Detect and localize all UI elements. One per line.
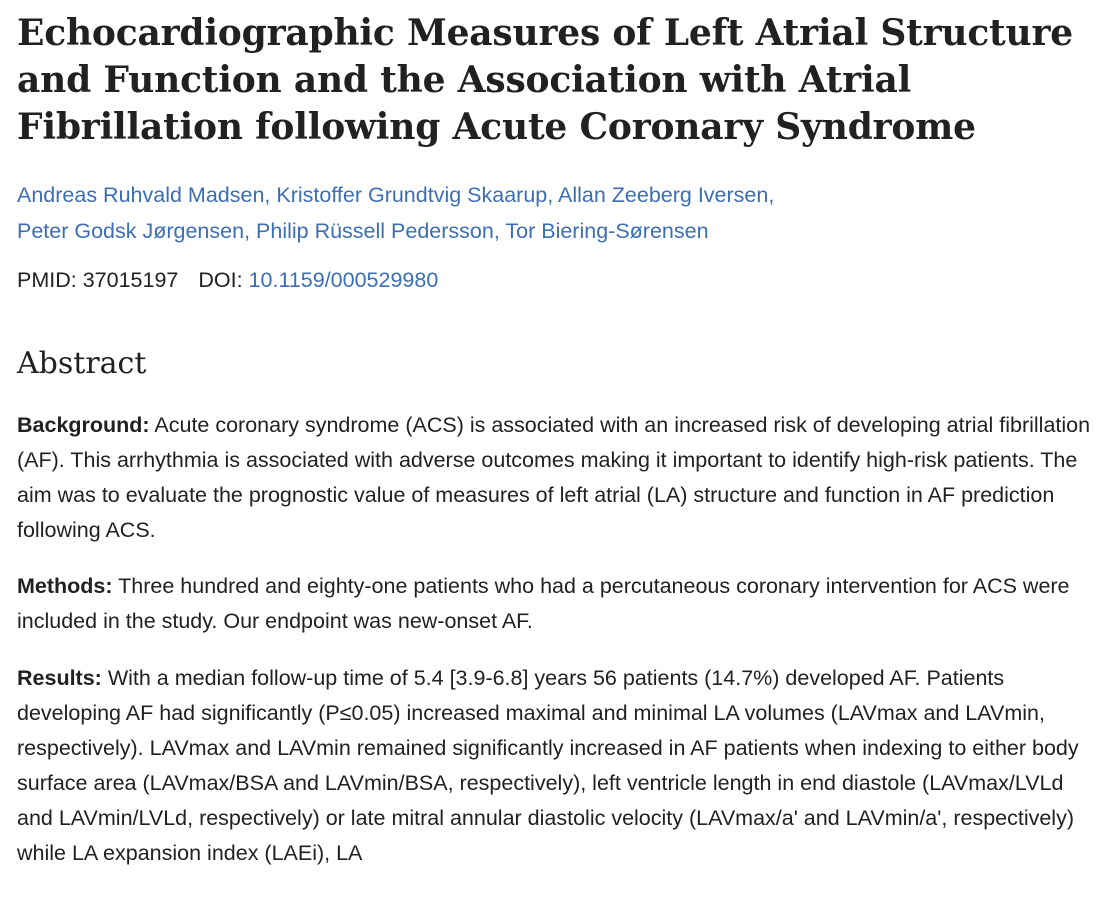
- background-label: Background:: [17, 412, 150, 437]
- author-line-2: Peter Godsk Jørgensen, Philip Rüssell Pedersson, Tor Biering-Sørensen: [17, 219, 709, 243]
- article-title: Echocardiographic Measures of Left Atrial Structure and Function and the Association with Atrial Fibrillation following Acute Coronary Syndrome: [17, 12, 1073, 148]
- background-text: Acute coronary syndrome (ACS) is associated with an increased risk of developing atrial fibrillation (AF). This arrhythmia is associated with adverse outcomes making it important to identify high-risk patients. The aim was to evaluate the prognostic value of measures of left atrial (LA) structure and function in AF prediction following ACS.: [17, 412, 1091, 542]
- methods-text: Three hundred and eighty-one patients who had a percutaneous coronary intervention for ACS were included in the study. Our endpoint was new-onset AF.: [17, 574, 1070, 634]
- results-label: Results:: [17, 665, 102, 690]
- doi-link[interactable]: 10.1159/000529980: [248, 268, 439, 292]
- article-page: [17, 0, 1097, 892]
- abstract-background: [17, 408, 1097, 548]
- results-text: With a median follow-up time of 5.4 [3.9-6.8] years 56 patients (14.7%) developed AF. Patients developing AF had significantly (P≤0.05) increased maximal and minimal LA volumes (LAVmax and LAVmin, respectively). LAVmax and LAVmin remained significantly increased in AF patients when indexing to either body surface area (LAVmax/BSA and LAVmin/BSA, respectively), left ventricle length in end diastole (LAVmax/LVLd and LAVmin/LVLd, respectively) or late mitral annular diastolic velocity (LAVmax/a' and LAVmin/a', respectively) while LA expansion index (LAEi), LA: [17, 665, 1079, 865]
- pmid-label: PMID:: [17, 268, 77, 292]
- doi-label: DOI:: [198, 268, 243, 292]
- pmid-value: 37015197: [82, 268, 179, 292]
- author-list: [17, 177, 1097, 249]
- abstract-heading: Abstract: [17, 346, 147, 381]
- author-link[interactable]: Kristoffer Grundtvig Skaarup: [276, 183, 548, 207]
- methods-label: Methods:: [17, 574, 113, 599]
- abstract-methods: [17, 569, 1097, 639]
- article-identifiers: [17, 265, 1097, 295]
- author-link[interactable]: Peter Godsk Jørgensen: [17, 219, 245, 243]
- author-link[interactable]: Allan Zeeberg Iversen: [558, 183, 769, 207]
- author-link[interactable]: Andreas Ruhvald Madsen: [17, 183, 265, 207]
- author-link[interactable]: Tor Biering-Sørensen: [505, 219, 709, 243]
- abstract-results: [17, 661, 1097, 871]
- author-link[interactable]: Philip Rüssell Pedersson: [256, 219, 494, 243]
- author-line-1: Andreas Ruhvald Madsen, Kristoffer Grundtvig Skaarup, Allan Zeeberg Iversen,: [17, 183, 775, 207]
